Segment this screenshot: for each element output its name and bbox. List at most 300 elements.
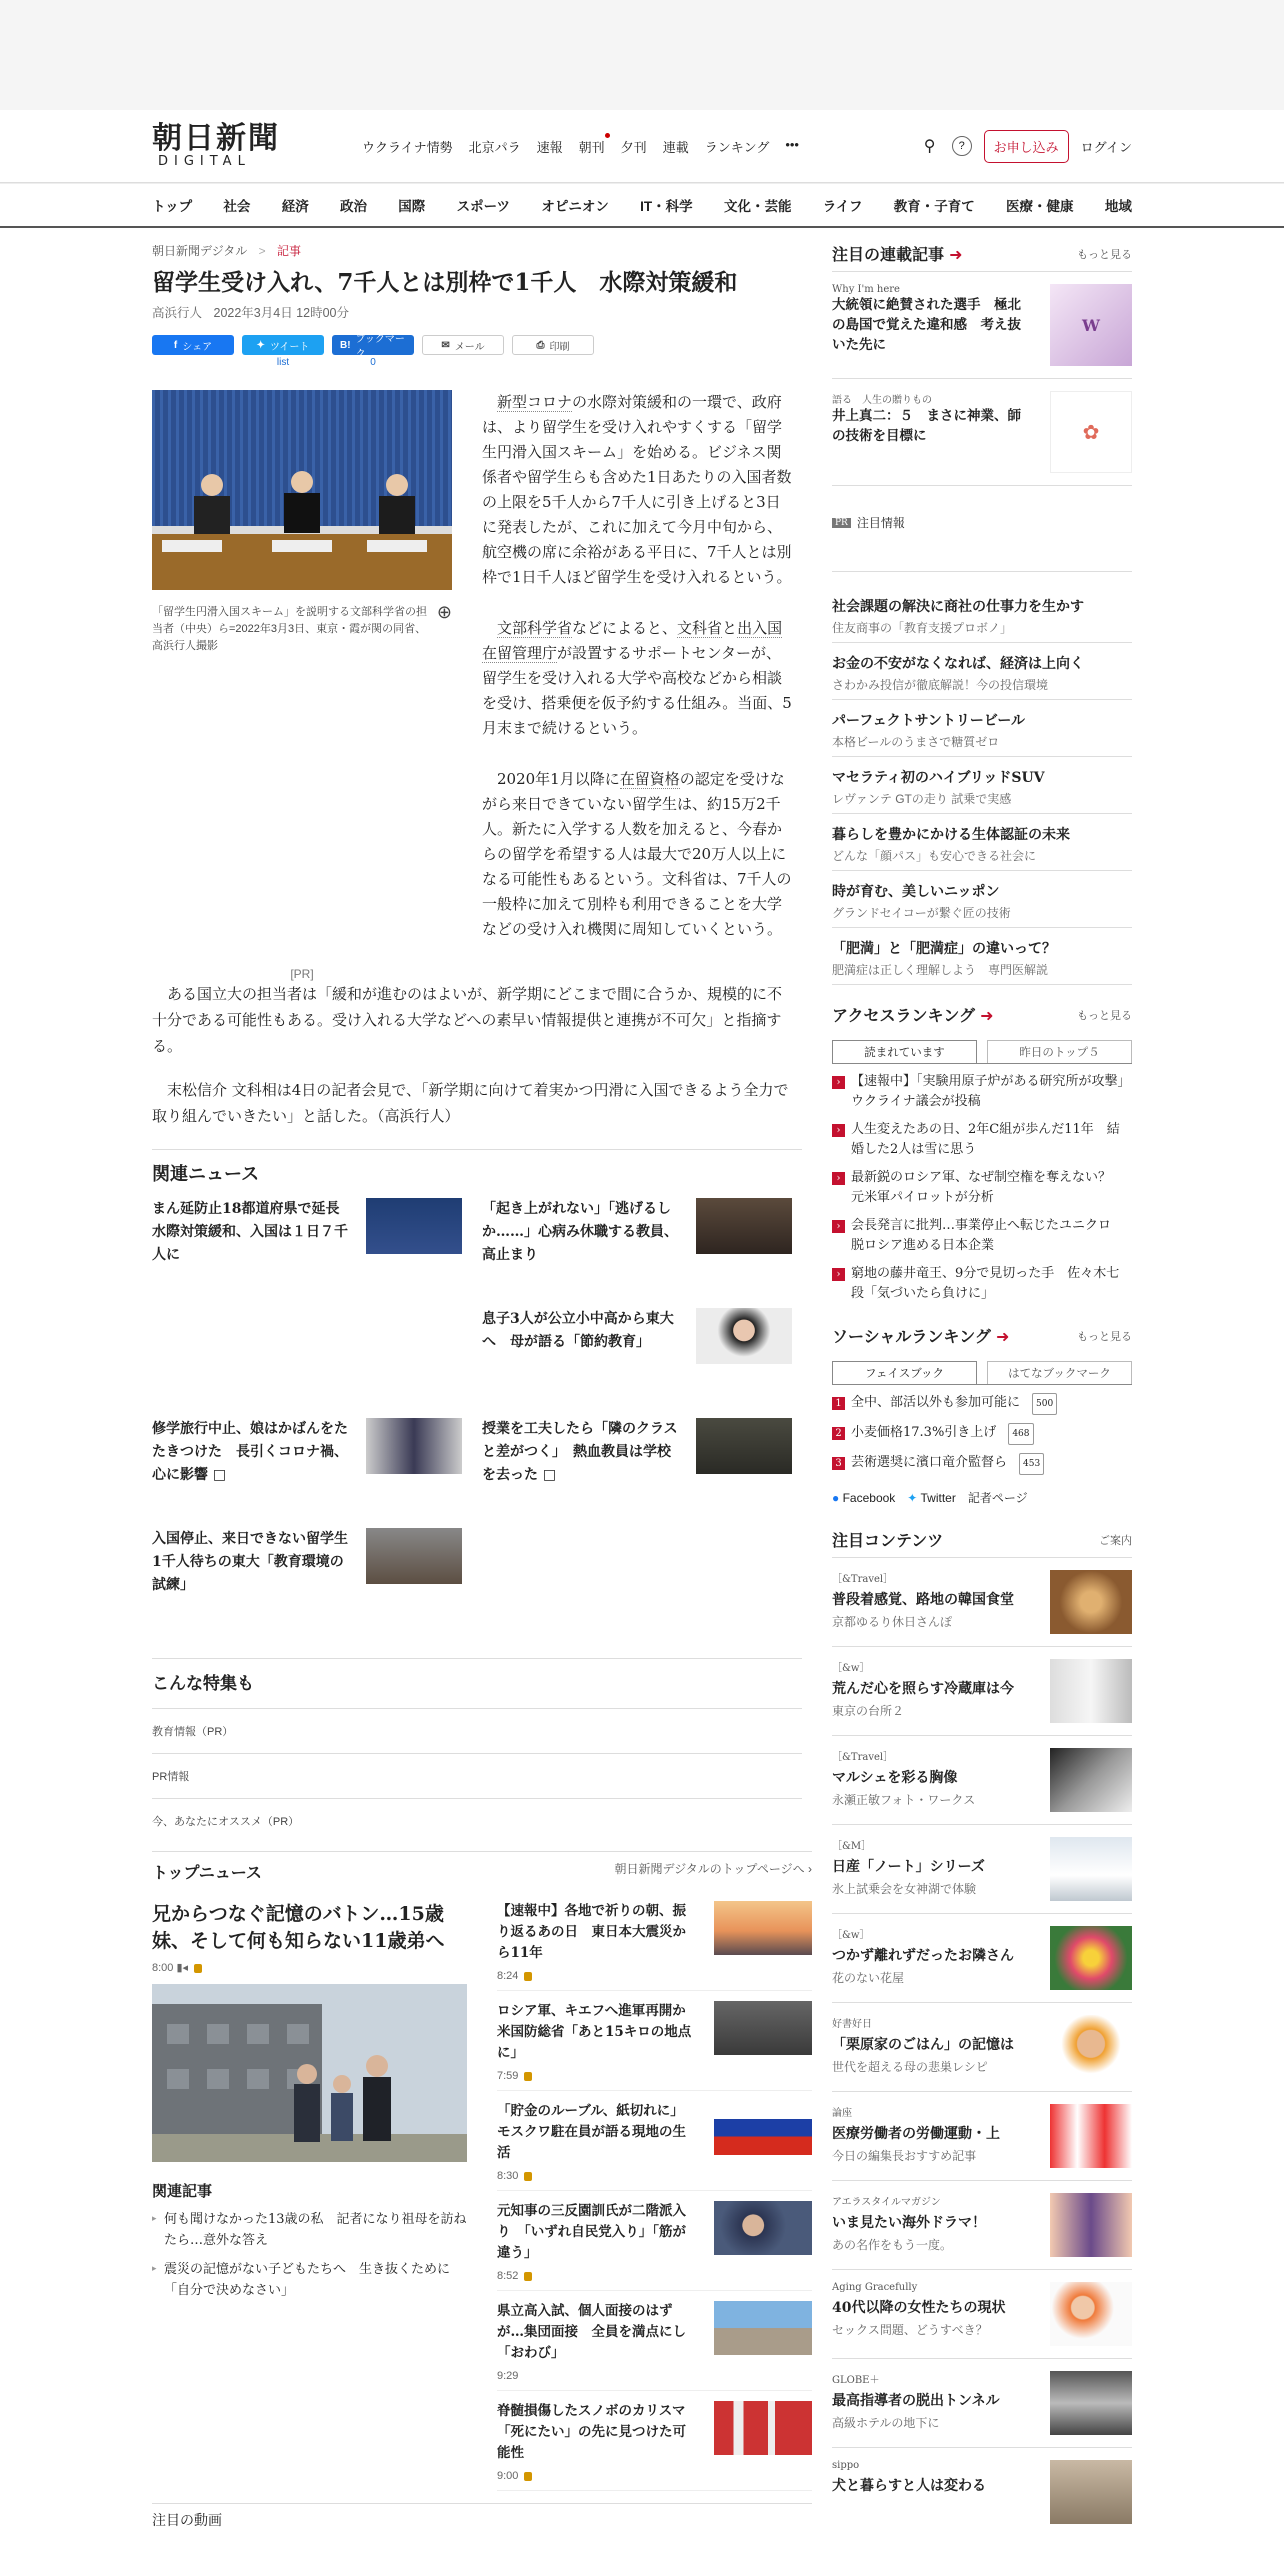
arrow-right-icon: ➜ — [949, 245, 963, 264]
arrow-right-icon: ➜ — [980, 1006, 994, 1025]
ranking-title: 最新鋭のロシア軍、なぜ制空権を奪えない？ 元米軍パイロットが分析 — [851, 1170, 1125, 1205]
print-button[interactable] — [512, 335, 594, 355]
pr-info-item[interactable] — [832, 814, 1132, 871]
chevron-right-icon: › — [808, 1862, 812, 1876]
cat-top[interactable]: トップ — [152, 199, 193, 214]
top-page-link[interactable]: 朝日新聞デジタルのトップページへ — [614, 1862, 805, 1876]
top-news-item[interactable] — [497, 2391, 812, 2491]
twitter-link[interactable] — [907, 1491, 956, 1505]
top-news-item[interactable] — [497, 1991, 812, 2091]
serial-kicker: Why I'm here — [832, 284, 900, 295]
social-ranking-title: 全中、部活以外も参加可能に — [851, 1395, 1021, 1410]
top-news-title: 元知事の三反園訓氏が二階派入り 「いずれ自民党入り」「筋が違う」 — [497, 2203, 686, 2261]
tab-most-read[interactable]: 読まれています — [832, 1040, 977, 1063]
paragraph-2 — [482, 616, 792, 741]
related-news-thumb — [366, 1528, 462, 1584]
photo-caption-text: 「留学生円滑入国スキーム」を説明する文部科学省の担当者（中央）ら=2022年3月3日、東京・霞が関の同省、高浜行人撮影 — [152, 606, 427, 652]
content-item[interactable] — [832, 1825, 1132, 1914]
life-gift-logo: ✿ — [1050, 391, 1132, 473]
content-title: 普段着感覚、路地の韓国食堂 — [832, 1592, 1014, 1608]
related-news-title: 息子3人が公立小中高から東大へ 母が語る「節約教育」 — [482, 1311, 674, 1350]
mext-short-link[interactable]: 文科省 — [677, 619, 723, 637]
twitter-share-button[interactable] — [242, 335, 324, 355]
content-kicker: sippo — [832, 2460, 860, 2471]
lead-photo-image — [152, 1984, 467, 2162]
print-icon: ⎙ — [536, 339, 545, 351]
cat-culture[interactable]: 文化・芸能 — [723, 199, 792, 214]
serial-title: 井上真二：５ まさに神業、師の技術を目標に — [832, 408, 1021, 444]
ranking-item[interactable] — [832, 1216, 1132, 1256]
top-ad-area — [0, 0, 1284, 110]
content-thumb — [1050, 2460, 1132, 2524]
top-news-title: 「貯金のルーブル、紙切れに」 モスクワ駐在員が語る現地の生活 — [497, 2103, 691, 2161]
content-sub: 東京の台所２ — [832, 1704, 905, 1718]
pr-info-sub: さわかみ投信が徹底解説！今の投信環境 — [832, 678, 1049, 692]
ranking-title: 【速報中】「実験用原子炉がある研究所が攻撃」ウクライナ議会が投稿 — [851, 1074, 1131, 1109]
top-news-title: 脊髄損傷したスノボのカリスマ「死にたい」の先に見つけた可能性 — [497, 2403, 686, 2461]
rank-number: 2 — [832, 1427, 845, 1440]
press-conference-image — [152, 390, 452, 590]
share-count: 500 — [1032, 1393, 1057, 1415]
cat-health[interactable]: 医療・健康 — [1006, 199, 1074, 214]
related-news-item[interactable] — [152, 1528, 462, 1628]
nav-morning-label: 朝刊 — [578, 139, 605, 155]
cat-life[interactable]: ライフ — [822, 199, 863, 214]
social-ranking-item[interactable] — [832, 1423, 1132, 1445]
content-item[interactable] — [832, 2181, 1132, 2270]
main-column — [152, 242, 812, 2536]
facebook-link[interactable] — [832, 1491, 895, 1505]
featured-contents-header — [832, 1528, 1132, 1558]
serial-more-link[interactable]: もっと見る — [1077, 248, 1132, 261]
logo-sub: DIGITAL — [158, 153, 251, 169]
residence-status-link[interactable]: 在留資格 — [619, 770, 680, 788]
reporter-page-link[interactable]: 記者ページ — [967, 1491, 1028, 1505]
pr-info-sub: グランドセイコーが繋ぐ匠の技術 — [832, 906, 1011, 920]
russia-flag-thumb — [714, 2101, 812, 2155]
help-icon[interactable]: ? — [952, 136, 972, 156]
cat-economy[interactable]: 経済 — [281, 199, 309, 214]
content-title: いま見たい海外ドラマ！ — [832, 2215, 986, 2231]
featured-contents-heading: 注目コンテンツ — [832, 1531, 944, 1550]
top-news-title: ロシア軍、キエフへ進軍再開か 米国防総省「あと15キロの地点に」 — [497, 2003, 700, 2061]
access-ranking-heading: アクセスランキング — [832, 1006, 976, 1025]
related-news-grid — [152, 1198, 812, 1628]
nav-ukraine[interactable]: ウクライナ情勢 — [362, 139, 453, 155]
top-news-thumb — [714, 2301, 812, 2355]
content-title: 犬と暮らすと人は変わる — [832, 2478, 986, 2494]
pr-info-title: 社会課題の解決に商社の仕事力を生かす — [832, 599, 1084, 615]
pr-info-sub: 肥満症は正しく理解しよう 専門医解説 — [832, 963, 1049, 977]
facebook-label: Facebook — [842, 1490, 896, 1505]
breadcrumb-sep: > — [258, 244, 266, 258]
top-news-thumb — [714, 1901, 812, 1955]
breadcrumb-home[interactable]: 朝日新聞デジタル — [152, 244, 248, 258]
features-section — [152, 1658, 802, 1843]
serial-item[interactable] — [832, 272, 1132, 379]
content-kicker: GLOBE＋ — [832, 2375, 880, 2386]
content-kicker: ［&Travel］ — [832, 1574, 894, 1585]
ranking-item[interactable] — [832, 1120, 1132, 1160]
mail-icon: ✉ — [441, 339, 450, 351]
content-sub: セックス問題、どうすべき？ — [832, 2323, 988, 2337]
ranking-marker: › — [832, 1172, 845, 1185]
serial-title: 大統領に絶賛された選手 極北の島国で覚えた違和感 考え抜いた先に — [832, 297, 1021, 353]
content-kicker: アエラスタイルマガジン — [832, 2197, 941, 2208]
pr-info-item[interactable] — [832, 928, 1132, 985]
cat-opinion[interactable]: オピニオン — [541, 199, 609, 214]
pr-info-item[interactable] — [832, 757, 1132, 814]
lock-icon — [524, 1972, 532, 1981]
category-nav — [0, 183, 1284, 228]
mext-link[interactable]: 文部科学省 — [497, 619, 573, 637]
video-icon: ▮◂ — [176, 1962, 189, 1974]
login-link[interactable]: ログイン — [1080, 139, 1132, 155]
related-news-title: 修学旅行中止、娘はかばんをたたきつけた 長引くコロナ禍、心に影響 — [152, 1421, 348, 1483]
paragraph-3 — [482, 767, 792, 942]
pr-info-sub: 本格ビールのうまさで糖質ゼロ — [832, 735, 1000, 749]
article-meta — [152, 303, 812, 321]
nav-ranking[interactable]: ランキング — [704, 139, 770, 155]
top-news-item[interactable] — [497, 2291, 812, 2391]
ranking-item[interactable] — [832, 1264, 1132, 1304]
video-heading: 注目の動画 — [152, 2503, 812, 2530]
pr-info-title: マセラティ初のハイブリッドSUV — [832, 770, 1045, 786]
content-thumb — [1050, 1659, 1132, 1723]
social-ranking-more[interactable]: もっと見る — [1077, 1330, 1132, 1343]
ranking-marker: › — [832, 1124, 845, 1137]
top-news-thumb — [714, 2401, 812, 2455]
mail-label: メール — [454, 341, 485, 353]
content-sub: 今日の編集長おすすめ記事 — [832, 2149, 977, 2163]
top-news-time: 7:59 — [497, 2070, 519, 2082]
related-news-item[interactable] — [152, 1198, 462, 1298]
related-news-item[interactable] — [152, 1418, 462, 1518]
article-author[interactable]: 高浜行人 — [152, 306, 203, 320]
content-title: マルシェを彩る胸像 — [832, 1770, 958, 1786]
ranking-marker: › — [832, 1268, 845, 1281]
article-photo[interactable] — [152, 390, 452, 590]
pr-info-title: 暮らしを豊かにかける生体認証の未来 — [832, 827, 1070, 843]
content-thumb — [1050, 2371, 1132, 2435]
access-ranking-tabs — [832, 1040, 1132, 1064]
content-item[interactable] — [832, 1647, 1132, 1736]
paragraph-2-b: と — [722, 619, 738, 637]
top-news-time: 9:29 — [497, 2370, 519, 2382]
feature-item[interactable]: 教育情報（PR） — [152, 1708, 802, 1753]
share-count: 453 — [1019, 1453, 1044, 1475]
paragraph-3-a: 2020年1月以降に — [497, 770, 620, 788]
content-item[interactable] — [832, 2359, 1132, 2448]
logo-main: 朝日新聞 — [152, 120, 280, 156]
lock-icon — [524, 2172, 532, 2181]
lock-icon — [524, 2472, 532, 2481]
content-sub: あの名作をもう一度。 — [832, 2238, 953, 2252]
top-news-lead — [152, 1901, 467, 2491]
nav-morning[interactable] — [579, 137, 605, 156]
top-news-item[interactable] — [497, 2191, 812, 2291]
article-date: 2022年3月4日 12時00分 — [213, 306, 349, 320]
site-header — [0, 110, 1284, 183]
related-news-item[interactable] — [482, 1308, 792, 1408]
pr-info-item[interactable] — [832, 700, 1132, 757]
social-ranking-item[interactable] — [832, 1453, 1132, 1475]
social-links — [832, 1489, 1132, 1506]
lock-icon — [524, 2272, 532, 2281]
cat-it-science[interactable]: IT・科学 — [640, 199, 693, 214]
content-title: 「栗原家のごはん」の記憶は — [832, 2037, 1014, 2053]
social-ranking-title: 芸術選奨に濱口竜介監督ら — [851, 1455, 1008, 1470]
content-thumb — [1050, 1837, 1132, 1901]
twitter-count[interactable]: list — [276, 357, 290, 368]
related-articles-heading: 関連記事 — [152, 2182, 213, 2200]
content-thumb — [1050, 2015, 1132, 2079]
content-thumb — [1050, 2282, 1132, 2346]
related-news-item[interactable] — [482, 1418, 792, 1518]
pr-label: [PR] — [290, 967, 314, 981]
cat-sports[interactable]: スポーツ — [456, 199, 511, 214]
content-item[interactable] — [832, 2270, 1132, 2359]
content-kicker: ［&w］ — [832, 1930, 870, 1941]
social-ranking-heading: ソーシャルランキング — [832, 1327, 991, 1346]
top-news-title: 県立高入試、個人面接のはずが…集団面接 全員を満点にし「おわび」 — [497, 2303, 686, 2361]
lock-icon — [524, 2072, 532, 2081]
related-news-item[interactable] — [152, 1308, 462, 1408]
article-title: 留学生受け入れ、7千人とは別枠で1千人 水際対策緩和 — [152, 269, 738, 296]
print-label: 印刷 — [549, 341, 570, 353]
related-news-title: 入国停止、来日できない留学生 1千人待ちの東大「教育環境の試練」 — [152, 1531, 362, 1593]
pr-badge: PR — [832, 518, 851, 528]
tab-yesterday-top5[interactable]: 昨日のトップ５ — [987, 1040, 1132, 1063]
arrow-right-icon: ➜ — [995, 1327, 1010, 1346]
related-news-thumb — [696, 1198, 792, 1254]
top-nav — [362, 137, 799, 156]
breadcrumb — [152, 242, 812, 259]
why-im-here-logo: W — [1050, 284, 1132, 366]
nav-paralympics[interactable]: 北京パラ — [468, 139, 521, 155]
mail-share-button[interactable] — [422, 335, 504, 355]
cat-international[interactable]: 国際 — [398, 199, 426, 214]
serial-item[interactable] — [832, 379, 1132, 486]
content-sub: 花のない花屋 — [832, 1971, 905, 1985]
hatena-count[interactable]: 0 — [370, 357, 376, 368]
paragraph-2-c: が設置するサポートセンターが、留学生を受け入れる大学や高校などから相談を受け、搭乗便を仮予約する仕組み。当面、5月末まで続けるという。 — [482, 644, 792, 737]
tab-facebook[interactable]: フェイスブック — [832, 1361, 977, 1384]
immigration-link[interactable]: 出入国在留管理庁 — [482, 619, 783, 662]
social-ranking-header — [832, 1324, 1132, 1353]
content-title: 荒んだ心を照らす冷蔵庫は今 — [832, 1681, 1014, 1697]
article-body-bottom — [152, 981, 812, 1129]
nav-more-icon[interactable]: ••• — [785, 136, 799, 152]
pr-info-title: 時が育む、美しいニッポン — [832, 884, 1000, 900]
tab-hatena[interactable]: はてなブックマーク — [987, 1361, 1132, 1384]
comment-icon: □ — [542, 1467, 557, 1483]
cat-education[interactable]: 教育・子育て — [893, 199, 975, 214]
ranking-marker: › — [832, 1076, 845, 1089]
content-item[interactable] — [832, 1914, 1132, 2003]
social-ranking-item[interactable] — [832, 1393, 1132, 1415]
paragraph-3-b: の認定を受けながら来日できていない留学生は、約15万2千人。新たに入学する人数を加えると、今春からの留学を希望する人は最大で20万人以上になる可能性もあるという。文科省は、7千人の一般枠に加えて別枠も利用できることを大学などの受け入れ機関に周知していくという。 — [482, 770, 792, 938]
content-kicker: Aging Gracefully — [832, 2282, 918, 2293]
sidebar — [832, 242, 1132, 2536]
pr-info-item[interactable] — [832, 871, 1132, 928]
cat-society[interactable]: 社会 — [223, 199, 251, 214]
paragraph-1-text: の水際対策緩和の一環で、政府は、より留学生を受け入れやすくする「留学生円滑入国スキーム」を始める。ビジネス関係者や留学生らも含めた1日あたりの入国者数の上限を5千人から7千人に引き上げると3日に発表したが、これに加えて今月中旬から、航空機の席に余裕がある平日に、7千人とは別枠で1日千人ほど留学生を受け入れるという。 — [482, 393, 792, 586]
photo-caption — [152, 604, 452, 655]
content-kicker: 論座 — [832, 2108, 852, 2119]
top-news-title: 【速報中】各地で祈りの朝、振り返るあの日 東日本大震災から11年 — [497, 1903, 686, 1961]
related-news-thumb — [366, 1418, 462, 1474]
content-kicker: ［&w］ — [832, 1663, 870, 1674]
featured-contents-guide[interactable]: ご案内 — [1099, 1534, 1132, 1547]
content-item[interactable] — [832, 2448, 1132, 2536]
content-sub: 永瀬正敏フォト・ワークス — [832, 1793, 976, 1807]
search-icon[interactable]: ⚲ — [923, 138, 936, 155]
share-bar — [152, 335, 812, 368]
content-item[interactable] — [832, 1736, 1132, 1825]
nav-serials[interactable]: 連載 — [662, 139, 689, 155]
cat-region[interactable]: 地域 — [1104, 199, 1132, 214]
site-logo[interactable] — [152, 120, 322, 169]
related-article-link[interactable]: ▸ 何も聞けなかった13歳の私 記者になり祖母を訪ねたら…意外な答え — [152, 2209, 467, 2251]
content-thumb — [1050, 1570, 1132, 1634]
social-ranking-title: 小麦価格17.3%引き上げ — [851, 1425, 997, 1440]
pr-info-sub: どんな「顔パス」も安心できる社会に — [832, 849, 1037, 863]
content-title: 40代以降の女性たちの現状 — [832, 2300, 1006, 2316]
top-news-time: 8:52 — [497, 2270, 519, 2282]
nav-breaking[interactable]: 速報 — [536, 139, 563, 155]
facebook-share-label: シェア — [182, 341, 213, 353]
related-news-thumb — [696, 1418, 792, 1474]
content-item[interactable] — [832, 2003, 1132, 2092]
content-item[interactable] — [832, 1558, 1132, 1647]
article-body-top — [482, 390, 792, 981]
ranking-title: 窮地の藤井竜王、9分で見切った手 佐々木七段「気づいたら負けに」 — [851, 1266, 1120, 1301]
content-thumb — [1050, 2104, 1132, 2168]
content-title: つかず離れずだったお隣さん — [832, 1948, 1014, 1964]
pr-info-header — [832, 514, 1132, 572]
related-article-link[interactable]: ▸ 震災の記憶がない子どもたちへ 生き抜くために「自分で決めなさい」 — [152, 2259, 467, 2301]
pr-info-title: お金の不安がなくなれば、経済は上向く — [832, 656, 1084, 672]
social-ranking-tabs — [832, 1361, 1132, 1385]
content-title: 日産「ノート」シリーズ — [832, 1859, 985, 1875]
pr-info-item[interactable] — [832, 586, 1132, 643]
pr-info-sub: 住友商事の「教育支援プロボノ」 — [832, 621, 1013, 635]
serial-header — [832, 242, 1132, 272]
access-ranking-more[interactable]: もっと見る — [1077, 1009, 1132, 1022]
content-sub: 氷上試乗会を女神湖で体験 — [832, 1882, 977, 1896]
hatena-bookmark-button[interactable] — [332, 334, 414, 360]
hatena-label: ブックマーク — [355, 334, 405, 360]
top-news-time: 8:30 — [497, 2170, 519, 2182]
serial-heading: 注目の連載記事 — [832, 245, 945, 264]
ranking-title: 人生変えたあの日、2年C組が歩んだ11年 結婚した2人は雪に思う — [851, 1122, 1120, 1157]
content-thumb — [1050, 1926, 1132, 1990]
serial-kicker: 語る 人生の贈りもの — [832, 395, 932, 406]
top-news-thumb — [714, 2001, 812, 2055]
zoom-in-icon[interactable]: ⊕ — [436, 602, 452, 622]
pr-info-title: 「肥満」と「肥満症」の違いって？ — [832, 941, 1056, 957]
related-news-thumb — [366, 1198, 462, 1254]
related-articles-list — [152, 2209, 467, 2301]
comment-icon: □ — [212, 1467, 227, 1483]
content-thumb — [1050, 1748, 1132, 1812]
breadcrumb-current: 記事 — [276, 244, 301, 258]
subscribe-button[interactable]: お申し込み — [984, 130, 1069, 163]
ranking-item[interactable] — [832, 1168, 1132, 1208]
rank-number: 3 — [832, 1457, 845, 1470]
pr-info-sub: レヴァンテ GTの走り 試乗で実感 — [832, 792, 1012, 806]
hatena-icon: B! — [340, 339, 351, 351]
top-news — [152, 1901, 812, 2491]
content-kicker: ［&Travel］ — [832, 1752, 894, 1763]
top-news-header — [152, 1851, 812, 1883]
nav-evening[interactable]: 夕刊 — [620, 139, 647, 155]
related-news-thumb — [696, 1308, 792, 1364]
paragraph-5: 末松信介 文科相は4日の記者会見で、「新学期に向けて着実かつ円滑に入国できるよう全力で取り組んでいきたい」と話した。（高浜行人） — [152, 1081, 789, 1125]
content-kicker: 好書好日 — [832, 2019, 872, 2030]
facebook-icon: f — [173, 339, 178, 351]
twitter-share-label: ツイート — [269, 341, 310, 353]
feature-item[interactable]: 今、あなたにオススメ（PR） — [152, 1798, 802, 1843]
lock-icon — [194, 1964, 202, 1973]
facebook-share-button[interactable] — [152, 335, 234, 355]
related-news-title: 授業を工夫したら「隣のクラスと差がつく」 熱血教員は学校を去った — [482, 1421, 678, 1483]
lead-time: 8:00 — [152, 1962, 174, 1974]
top-news-time: 8:24 — [497, 1970, 519, 1982]
paragraph-1 — [482, 390, 792, 590]
content-kicker: ［&M］ — [832, 1841, 872, 1852]
ranking-title: 会長発言に批判…事業停止へ転じたユニクロ 脱ロシア進める日本企業 — [851, 1218, 1125, 1253]
new-dot — [605, 133, 610, 138]
content-thumb — [1050, 2193, 1132, 2257]
related-news-item[interactable] — [482, 1198, 792, 1298]
feature-item[interactable]: PR情報 — [152, 1753, 802, 1798]
cat-politics[interactable]: 政治 — [340, 199, 367, 214]
access-ranking-header — [832, 1003, 1132, 1032]
twitter-icon: ✦ — [907, 1490, 918, 1505]
paragraph-4: ある国立大の担当者は「緩和が進むのはよいが、新学期にどこまで間に合うか、規模的に不十分である可能性もある。受け入れる大学などへの素早い情報提供と連携が不可欠」と指摘する。 — [152, 985, 783, 1055]
related-news-title: まん延防止18都道府県で延長 水際対策緩和、入国は１日７千人に — [152, 1201, 354, 1263]
top-news-time: 9:00 — [497, 2470, 519, 2482]
lead-title[interactable]: 兄からつなぐ記憶のバトン…15歳妹、そして何も知らない11歳弟へ — [152, 1903, 445, 1952]
ranking-item[interactable] — [832, 1072, 1132, 1112]
top-news-list — [497, 1901, 812, 2491]
twitter-label: Twitter — [920, 1490, 956, 1505]
ranking-marker: › — [832, 1220, 845, 1233]
content-item[interactable] — [832, 2092, 1132, 2181]
paragraph-2-a: などによると、 — [572, 619, 678, 637]
content-sub: 京都ゆるり休日さんぽ — [832, 1615, 953, 1629]
rank-number: 1 — [832, 1397, 845, 1410]
top-news-item[interactable] — [497, 2091, 812, 2191]
pr-info-item[interactable] — [832, 643, 1132, 700]
lead-photo[interactable] — [152, 1984, 467, 2162]
content-title: 医療労働者の労働運動・上 — [832, 2126, 1000, 2142]
related-news-heading: 関連ニュース — [152, 1149, 802, 1186]
related-news-title — [152, 1308, 352, 1408]
twitter-icon: ✦ — [256, 339, 265, 351]
top-news-thumb — [714, 2201, 812, 2255]
content-sub: 高級ホテルの地下に — [832, 2416, 940, 2430]
share-count: 468 — [1008, 1423, 1033, 1445]
top-news-item[interactable] — [497, 1901, 812, 1991]
covid-link[interactable]: 新型コロナ — [497, 393, 573, 411]
pr-info-title: パーフェクトサントリービール — [832, 713, 1026, 729]
pr-info-heading: 注目情報 — [856, 516, 905, 530]
content-sub: 世代を超える母の悲巣レシピ — [832, 2060, 988, 2074]
facebook-icon: ● — [832, 1490, 840, 1505]
